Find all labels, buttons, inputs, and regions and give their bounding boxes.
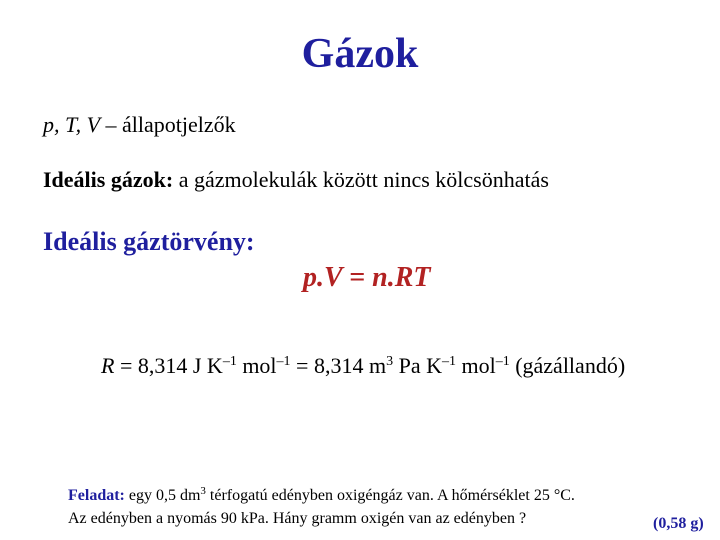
gas-constant-exp: –1 bbox=[276, 354, 291, 369]
gas-constant-part: mol bbox=[236, 353, 277, 378]
gas-constant-part: Pa K bbox=[393, 353, 442, 378]
gas-constant-part: = 8,314 m bbox=[290, 353, 387, 378]
gas-constant-exp: 3 bbox=[386, 354, 394, 369]
gas-constant-exp: –1 bbox=[441, 354, 456, 369]
task-text: térfogatú edényben oxigéngáz van. A hőmérséklet 25 °C. bbox=[205, 487, 575, 504]
task-answer: (0,58 g) bbox=[653, 515, 704, 532]
task-exp: 3 bbox=[200, 485, 206, 497]
gas-constant-line bbox=[101, 353, 625, 379]
state-variables-desc: – állapotjelzők bbox=[100, 112, 236, 137]
gas-constant-exp: –1 bbox=[495, 354, 510, 369]
ideal-gas-term: Ideális gázok: bbox=[43, 167, 174, 192]
ideal-gas-definition bbox=[43, 167, 549, 193]
gas-constant-exp: –1 bbox=[222, 354, 237, 369]
task-label: Feladat: bbox=[68, 487, 125, 504]
state-variables-line bbox=[43, 112, 236, 138]
ideal-gas-desc: a gázmolekulák között nincs kölcsönhatás bbox=[173, 167, 549, 192]
gas-constant-symbol: R bbox=[101, 353, 115, 378]
state-variables: p, T, V bbox=[43, 112, 101, 137]
task-line-1 bbox=[68, 487, 575, 505]
gas-constant-note: (gázállandó) bbox=[509, 353, 626, 378]
page-title: Gázok bbox=[301, 31, 419, 77]
task-text: egy 0,5 dm bbox=[124, 487, 201, 504]
task-line-2: Az edényben a nyomás 90 kPa. Hány gramm oxigén van az edényben ? bbox=[68, 510, 527, 527]
gas-constant-part: mol bbox=[455, 353, 496, 378]
gas-law-heading: Ideális gáztörvény: bbox=[43, 227, 255, 256]
gas-law-formula: p.V = n.RT bbox=[303, 262, 431, 293]
gas-constant-part: = 8,314 J K bbox=[114, 353, 223, 378]
